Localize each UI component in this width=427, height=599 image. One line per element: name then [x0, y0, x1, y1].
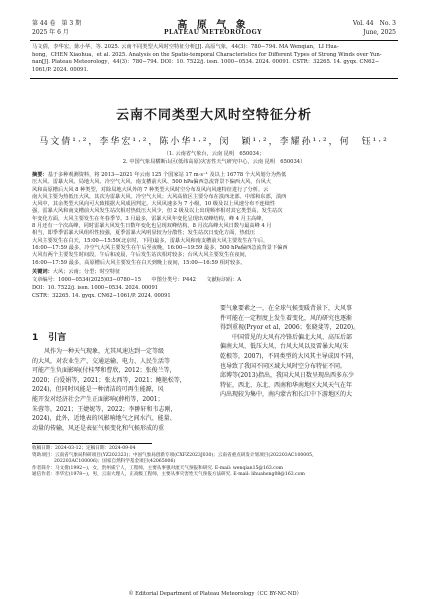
- journal-date-en: June, 2025: [363, 29, 396, 36]
- paragraph-line: 得到重视(Pryor et al，2006；张晓斐等，2020)。: [220, 324, 360, 332]
- paragraph-line: 的大风，对农业生产、交通运输、电力、人民生活等: [32, 357, 171, 365]
- citation-line: 马文倩，李华宏，陈小华，等. 2025. 云南不同类型大风时空特征分析[J]. 高原气象，44(3)：780−794. MA Wenqian，LI Hua-: [32, 44, 339, 50]
- author-list: 马文倩¹·²，李华宏¹·²，陈小华¹·²，闵 颖¹·²，李耀孙¹·²，何 钰¹·²: [39, 137, 389, 147]
- paragraph-line: 2020；白爱娟等，2021；张太西等，2021；鲍艳松等，: [32, 376, 186, 384]
- citation-rule: [30, 78, 398, 79]
- journal-volume-issue: 第 44 卷 第 3 期: [32, 20, 82, 27]
- section-title: 引言: [48, 333, 67, 343]
- citation-line: 1061/P. 2024. 00091.: [32, 66, 89, 73]
- paragraph-line: 可能产生负面影响(付桂琴和曹欣，2012；张俊兰等，: [32, 367, 176, 375]
- keywords-line: [32, 269, 398, 276]
- affiliation-1: （1. 云南省气象台，云南 昆明 650034；: [163, 151, 265, 157]
- header-rule: [30, 40, 398, 41]
- section-heading: [32, 330, 66, 343]
- author-bio: 作者简介：马文倩(1992−)，女，贵州威宁人，工程师，主要从事强对流天气预报和研究. E-mail: wenqian15@163.com: [32, 465, 283, 471]
- paragraph-line: 内出现较为集中，南内蒙古和长江中下游地区的大: [220, 391, 353, 399]
- abstract-line: 大风主要发生在白天，15:00—15:59(北京时，下同)最多，雷暴大风和南支槽前大风主要发生在午后，: [32, 237, 269, 244]
- abstract-line: 强，雷暴大风和南支槽前大风发生站次相对热低压大风少，但 2 级及以上出现频率相对其它类型高，发生站次: [32, 208, 283, 215]
- section-number: 1: [32, 333, 39, 343]
- abstract: [32, 172, 398, 267]
- paragraph-line: 2024)，此外，近地表的风影响地气之间水汽、能量、: [32, 415, 176, 423]
- copyright: © Editorial Department of Plateau Meteorology（CC BY-NC-ND）: [128, 591, 302, 597]
- abstract-line: 大风有两个主要发生时间段，午后和凌晨，午后发生站次相对较多；台风大风主要发生在夜间，: [32, 252, 250, 259]
- intro-right-column: [220, 304, 398, 400]
- journal-title-cn: 高 原 气 象: [177, 20, 249, 31]
- fund-line: 202203AC100006)；国家自然科学基金项目(42065006): [54, 459, 176, 465]
- abstract-line: 压大风、雷暴大风、局地大风、冷空气大风、南支槽前大风、500 hPa偏西急流背景下偏西大风、台风大: [32, 179, 272, 186]
- article-number-line: 文章编号：1000−0534(2025)03−0780−15 中图分类号：P442 文献标识码：A: [32, 277, 242, 283]
- abstract-body: [32, 172, 398, 267]
- abstract-line: 相当，即季季雷暴大风组织性较强，夏季雷暴大风明显较为分散性；发生站次日变化方面，热低压: [32, 230, 256, 237]
- footnotes: [32, 446, 398, 479]
- paragraph-line: 中国常见的大风有冷锋后偏北大风、高压后部: [220, 333, 353, 341]
- paragraph-line: 能开发对经济社会产生正面影响(薛桁等，2001；: [32, 395, 164, 403]
- abstract-line: 大风中，其余类型大风向可大致根据大风成因判定。大风风速多为 7 小级，10 级及以上风速分布不连续性: [32, 201, 276, 208]
- keywords-label: 关键词：: [32, 269, 53, 275]
- paragraph-line: 邱博等(2013)指出，我国大风日数呈现出西多东少: [220, 372, 354, 380]
- paragraph-line: 偏南大风、低压大风、台风大风以及雷暴大风(朱: [220, 343, 349, 351]
- abstract-line: 16:00—17:59 最多，冷空气大风主要发生在午后至夜晚，16:00—19:59 最多，500 hPa偏西急流背景下偏西: [32, 244, 288, 251]
- footnote-rule: [32, 443, 152, 444]
- journal-date: 2025 年 6 月: [32, 29, 69, 36]
- fund-line: 资助项目：云南省气象局科研项目(YZ202323)；中国气象局创新专项(CXFZ2023J030)；云南省重点研发计划项目(202203AC100005，: [32, 452, 317, 458]
- paragraph-line: 特征，西北、东北、西南和华南地区大风天气在年: [220, 381, 353, 389]
- citation-line: nan[J]. Plateau Meteorology，44(3)：780−794. DOI：10. 7522/j. issn. 1000−0534. 2024. 00091. CSTR：32265. 14. gyqx. CN62−: [32, 59, 380, 66]
- paragraph-line: 朱蓉等，2021；王婕妮等，2022；李翀轩和韦志刚，: [32, 405, 177, 413]
- abstract-line: 8 月还有一个次高峰，同时雷暴大风发生日数年变化也呈现双峰结构，8 月次高峰大风日数与最高峰 4 月: [32, 223, 272, 230]
- abstract-line: 16:00—17:59 最多，高原槽后大风主要发生在白天到晚上夜间，15:00—16:59 相对较多。: [32, 259, 246, 266]
- paragraph-line: 风作为一种天气现象，尤其风速达到一定等级: [32, 348, 165, 355]
- abstract-line: 南大风主要为热低压大风，其次为雷暴大风、冷空气大风；大风高值区主要分布在滇西北部、中部和东部，滇西: [32, 193, 287, 200]
- paragraph-line: 也导致了我国不同区域大风时空分布特征不同。: [220, 362, 347, 370]
- abstract-line: 年变化方面，大风主要发生在冬春季节。3 月最多，雷暴大风年变化呈现出双峰结构，峰 4 月主高峰，: [32, 215, 267, 222]
- abstract-line: 摘要：基于多种观测资料，将 2013—2021 年云南 125 个国家站 17 m·s⁻¹ 及以上 16778 个大风划分为热低: [32, 172, 287, 178]
- journal-title-en: PLATEAU METEOROLOGY: [163, 29, 263, 36]
- abstract-label: 摘要：: [32, 172, 48, 178]
- paragraph-line: 要气象要素之一，在全球气候变暖背景下，大风事: [220, 305, 353, 312]
- article-title: 云南不同类型大风时空特征分析: [115, 108, 312, 123]
- citation-block: [32, 44, 398, 74]
- journal-volume-en: Vol. 44 No. 3: [352, 20, 396, 27]
- received-date: 收稿日期：2024-03-12；定稿日期：2024-09-04: [32, 446, 136, 451]
- corresponding-author: 通信作者：李华宏(1978−)，男，云南大理人，正高级工程师，主要从事灾害性天气预报方法研究. E-mail: lihuahong08@163.com: [32, 472, 305, 478]
- paragraph-line: 乾根等，2007)，不同类型的大风其主导成因不同，: [220, 352, 358, 360]
- abstract-line: 风和高原槽后大风 8 种类型，对除局地大风外的 7 种类型大风时空分布及风向风速特征进行了分析。云: [32, 186, 269, 193]
- intro-left-column: [32, 347, 210, 433]
- paragraph-line: 2024)，但同时风能是一种清洁的可再生能源，风: [32, 386, 164, 394]
- doi-line: DOI：10. 7522/j. issn. 1000−0534. 2024. 00091: [32, 285, 159, 291]
- paragraph-line: 件可能在一定程度上发生着变化，风的研究也逐渐: [220, 314, 353, 322]
- paragraph-line: 动量的传输，风还是表征气候变化和气候形成的重: [32, 424, 165, 432]
- keywords-value: 大风；云南；分型；时空特征: [52, 269, 121, 275]
- citation-line: hong，CHEN Xiaohua，et al. 2025. Analysis on the Spatio-temporal Characteristics for Different Types of Strong Winds over Yun-: [32, 51, 382, 58]
- cstr-line: CSTR：32265. 14. gyqx. CN62−1061/P. 2024. 00091: [32, 293, 171, 299]
- affiliation-2: 2. 中国气象局横断山区(低纬高原)灾害性天气研究中心，云南 昆明 650034）: [122, 159, 306, 165]
